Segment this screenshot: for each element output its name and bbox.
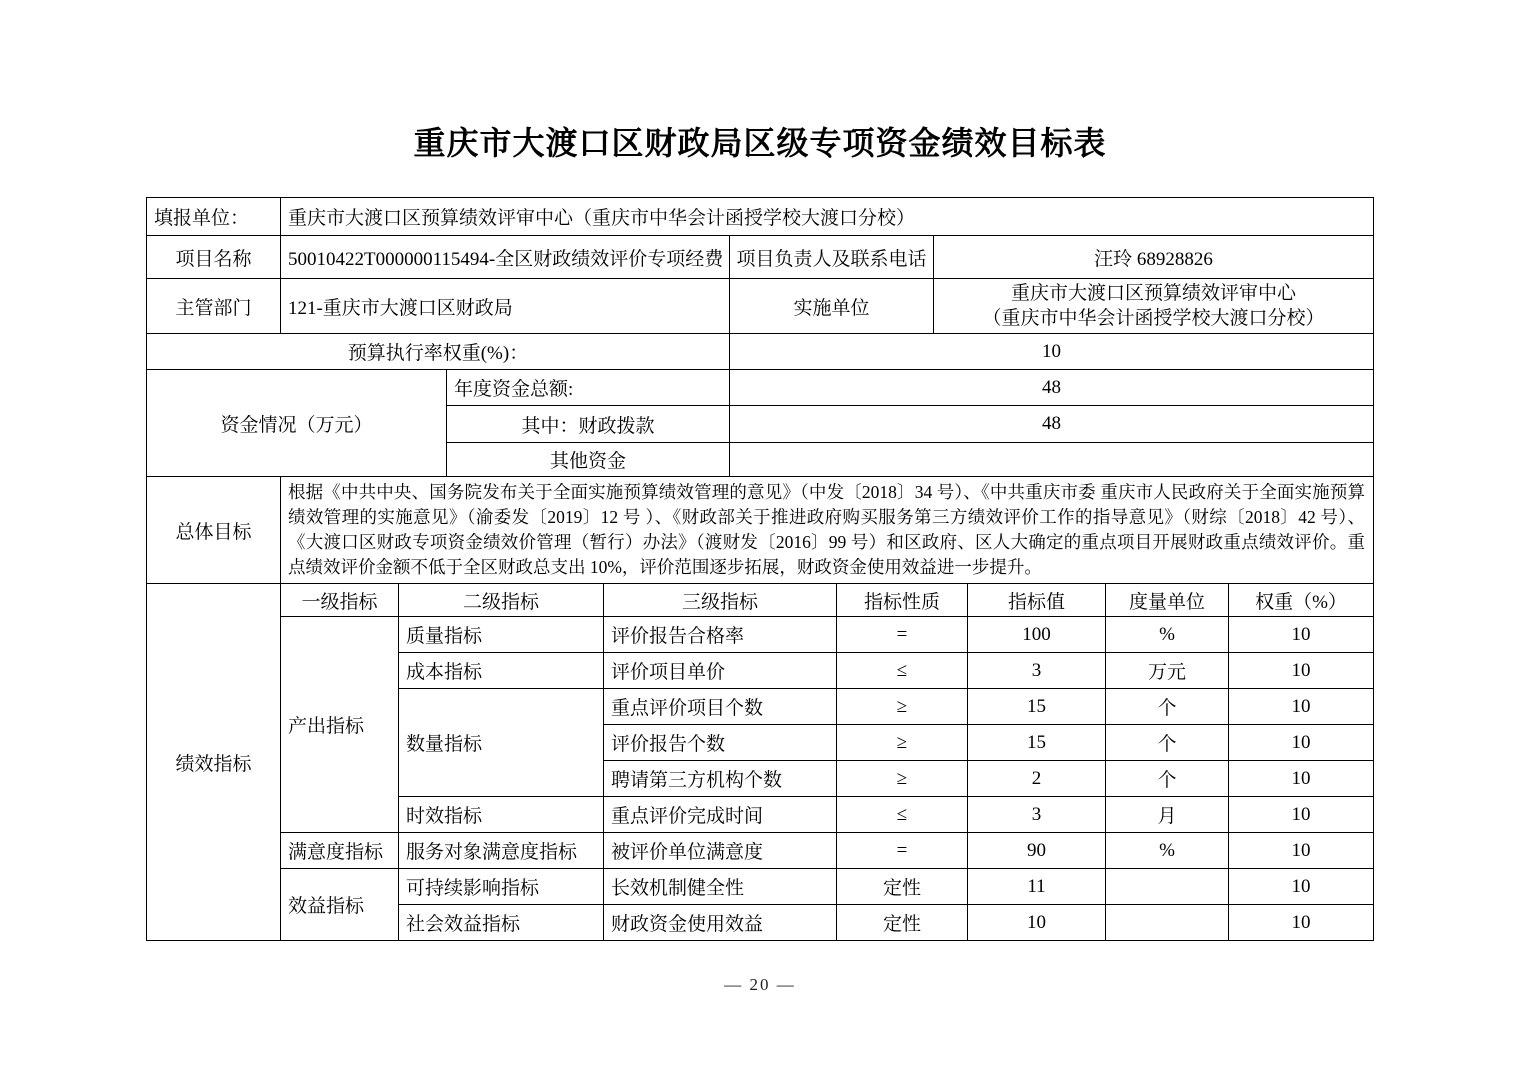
unit-cell (1106, 869, 1229, 905)
unit-cell: 万元 (1106, 653, 1229, 689)
nature-cell: = (837, 617, 968, 653)
dept-label: 主管部门 (146, 279, 280, 334)
nature-cell: ≤ (837, 797, 968, 833)
level2-service-satisfaction: 服务对象满意度指标 (399, 833, 604, 869)
performance-indicator-table (146, 583, 1374, 941)
project-name-label: 项目名称 (146, 236, 280, 279)
funds-other-label: 其他资金 (446, 443, 729, 477)
weight-cell: 10 (1229, 653, 1374, 689)
weight-cell: 10 (1229, 617, 1374, 653)
funds-fiscal-value: 48 (729, 406, 1373, 443)
unit-cell: 个 (1106, 761, 1229, 797)
page-number: — 20 — (724, 975, 796, 994)
level1-benefit: 效益指标 (281, 869, 399, 941)
weight-cell: 10 (1229, 761, 1374, 797)
header-value: 指标值 (968, 584, 1106, 617)
level1-output: 产出指标 (281, 617, 399, 833)
indicator-row (147, 617, 1374, 653)
weight-cell: 10 (1229, 689, 1374, 725)
value-cell: 100 (968, 617, 1106, 653)
value-cell: 3 (968, 797, 1106, 833)
goal-label: 总体目标 (146, 477, 280, 584)
header-nature: 指标性质 (837, 584, 968, 617)
indicator-row (147, 833, 1374, 869)
report-unit-label: 填报单位： (146, 198, 280, 236)
value-cell: 3 (968, 653, 1106, 689)
nature-cell: ≥ (837, 725, 968, 761)
unit-cell (1106, 905, 1229, 941)
unit-cell: 月 (1106, 797, 1229, 833)
unit-cell: 个 (1106, 725, 1229, 761)
indicator-section-label: 绩效指标 (147, 584, 281, 941)
impl-unit-value (933, 279, 1373, 334)
dept-value: 121-重庆市大渡口区财政局 (280, 279, 729, 334)
project-info-table (146, 197, 1374, 584)
impl-unit-line1: 重庆市大渡口区预算绩效评审中心 (1010, 283, 1296, 304)
l3-cell: 评价报告合格率 (604, 617, 837, 653)
funds-total-value: 48 (729, 370, 1373, 406)
nature-cell: 定性 (837, 869, 968, 905)
l3-cell: 财政资金使用效益 (604, 905, 837, 941)
header-level3: 三级指标 (604, 584, 837, 617)
row-goal (146, 477, 1373, 584)
funds-other-value (729, 443, 1373, 477)
l3-cell: 被评价单位满意度 (604, 833, 837, 869)
budget-rate-label: 预算执行率权重(%)： (146, 334, 729, 370)
level1-satisfaction: 满意度指标 (281, 833, 399, 869)
page-title: 重庆市大渡口区财政局区级专项资金绩效目标表 (413, 125, 1107, 161)
project-name-value: 50010422T000000115494-全区财政绩效评价专项经费 (280, 236, 729, 279)
header-level1: 一级指标 (281, 584, 399, 617)
weight-cell: 10 (1229, 797, 1374, 833)
header-level2: 二级指标 (399, 584, 604, 617)
level2-cost: 成本指标 (399, 653, 604, 689)
budget-rate-value: 10 (729, 334, 1373, 370)
l3-cell: 长效机制健全性 (604, 869, 837, 905)
header-weight: 权重（%） (1229, 584, 1374, 617)
indicator-header-row (147, 584, 1374, 617)
indicator-row (147, 869, 1374, 905)
nature-cell: ≥ (837, 761, 968, 797)
value-cell: 11 (968, 869, 1106, 905)
weight-cell: 10 (1229, 833, 1374, 869)
goal-text: 根据《中共中央、国务院发布关于全面实施预算绩效管理的意见》（中发〔2018〕34 号）、《中共重庆市委 重庆市人民政府关于全面实施预算绩效管理的实施意见》（渝委发〔2019〕12 号 ）、《财政部关于推进政府购买服务第三方绩效评价工作的指导意见》（财综〔2018〕42 号）、 《大渡口区财政专项资金绩效价管理（暂行）办法》（渡财发〔2016〕99 号）和区政府、区人大确定的重点项目开展财政重点绩效评价。重点绩效评价金额不低于全区财政总支出 10%，评价范围逐步拓展，财政资金使用效益进一步提升。 (280, 477, 1373, 584)
unit-cell: % (1106, 833, 1229, 869)
funds-total-label: 年度资金总额: (446, 370, 729, 406)
value-cell: 15 (968, 725, 1106, 761)
unit-cell: 个 (1106, 689, 1229, 725)
funds-label: 资金情况（万元） (146, 370, 446, 477)
l3-cell: 重点评价完成时间 (604, 797, 837, 833)
leader-value: 汪玲 68928826 (933, 236, 1373, 279)
level2-sustainability: 可持续影响指标 (399, 869, 604, 905)
l3-cell: 聘请第三方机构个数 (604, 761, 837, 797)
value-cell: 2 (968, 761, 1106, 797)
row-report-unit (146, 198, 1373, 236)
nature-cell: = (837, 833, 968, 869)
impl-unit-line2: （重庆市中华会计函授学校大渡口分校） (982, 308, 1325, 329)
level2-quality: 质量指标 (399, 617, 604, 653)
nature-cell: 定性 (837, 905, 968, 941)
weight-cell: 10 (1229, 869, 1374, 905)
weight-cell: 10 (1229, 725, 1374, 761)
report-unit-value: 重庆市大渡口区预算绩效评审中心（重庆市中华会计函授学校大渡口分校） (280, 198, 1373, 236)
row-project-name (146, 236, 1373, 279)
weight-cell: 10 (1229, 905, 1374, 941)
unit-cell: % (1106, 617, 1229, 653)
nature-cell: ≤ (837, 653, 968, 689)
nature-cell: ≥ (837, 689, 968, 725)
l3-cell: 评价报告个数 (604, 725, 837, 761)
header-unit: 度量单位 (1106, 584, 1229, 617)
l3-cell: 重点评价项目个数 (604, 689, 837, 725)
l3-cell: 评价项目单价 (604, 653, 837, 689)
impl-unit-label: 实施单位 (729, 279, 933, 334)
value-cell: 90 (968, 833, 1106, 869)
value-cell: 15 (968, 689, 1106, 725)
row-dept (146, 279, 1373, 334)
level2-quantity: 数量指标 (399, 689, 604, 797)
value-cell: 10 (968, 905, 1106, 941)
leader-label: 项目负责人及联系电话 (729, 236, 933, 279)
row-funds-total (146, 370, 1373, 406)
level2-time: 时效指标 (399, 797, 604, 833)
level2-social-benefit: 社会效益指标 (399, 905, 604, 941)
funds-fiscal-label: 其中：财政拨款 (446, 406, 729, 443)
row-budget-rate (146, 334, 1373, 370)
